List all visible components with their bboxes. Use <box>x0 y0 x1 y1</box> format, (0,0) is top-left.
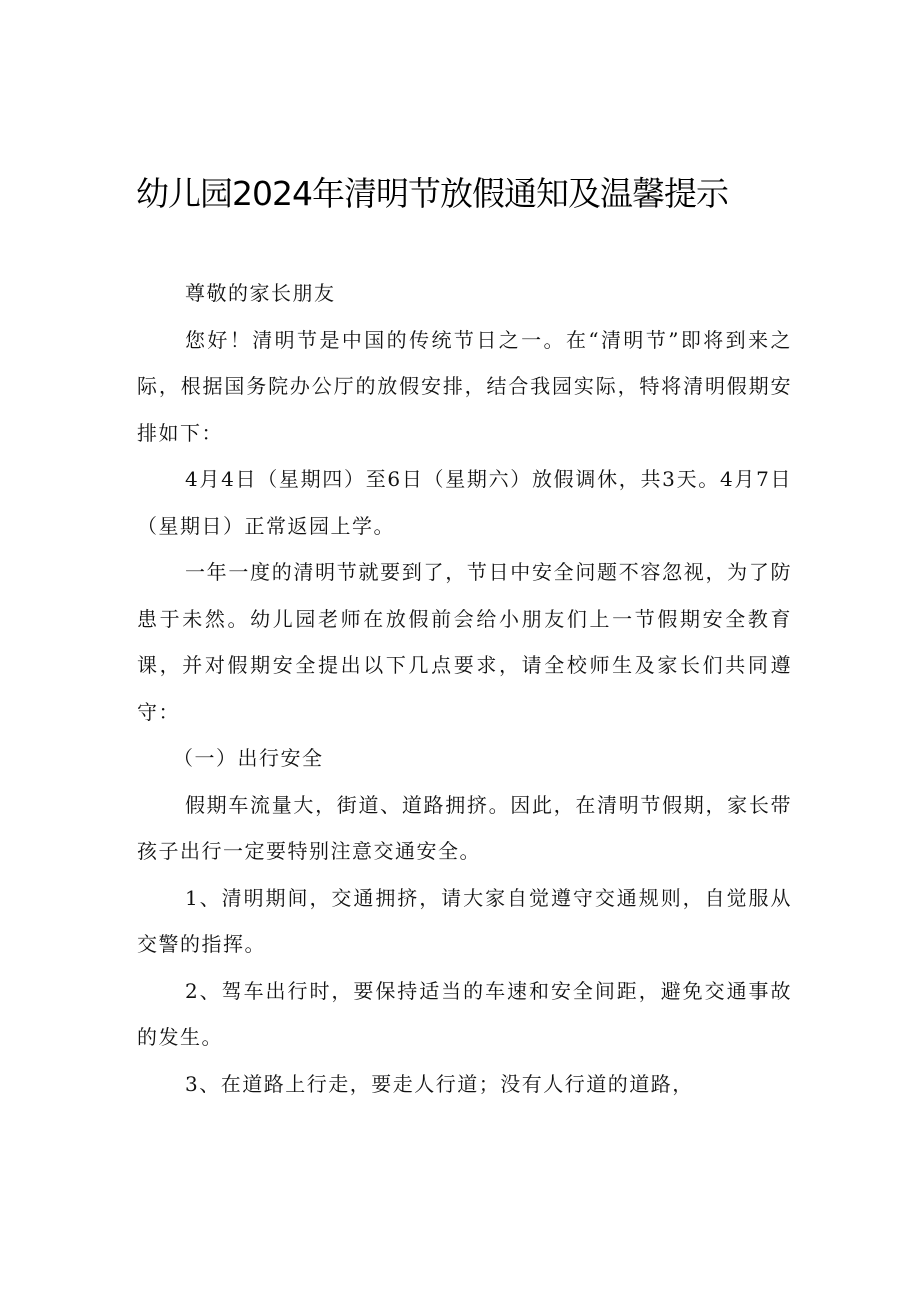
travel-intro-paragraph: 假期车流量大，街道、道路拥挤。因此，在清明节假期，家长带孩子出行一定要特别注意交通安全。 <box>137 792 792 863</box>
intro-paragraph: 您好！清明节是中国的传统节日之一。在“清明节”即将到来之际，根据国务院办公厅的放假安排，结合我园实际，特将清明假期安排如下： <box>137 327 792 445</box>
schedule-paragraph: 4月4日（星期四）至6日（星期六）放假调休，共3天。4月7日（星期日）正常返园上学。 <box>137 467 792 538</box>
document-title: 幼儿园2024年清明节放假通知及温馨提示 <box>136 174 728 213</box>
list-item-1: 1、清明期间，交通拥挤，请大家自觉遵守交通规则，自觉服从交警的指挥。 <box>137 885 792 956</box>
salutation-paragraph: 尊敬的家长朋友 <box>185 281 336 305</box>
document-body <box>137 270 792 1107</box>
list-item-3: 3、在道路上行走，要走人行道；没有人行道的道路， <box>185 1071 694 1096</box>
list-item-2: 2、驾车出行时，要保持适当的车速和安全间距，避免交通事故的发生。 <box>137 978 792 1049</box>
section-heading-travel: （一）出行安全 <box>173 746 324 770</box>
safety-intro-paragraph: 一年一度的清明节就要到了，节日中安全问题不容忽视，为了防患于未然。幼儿园老师在放假前会给小朋友们上一节假期安全教育课，并对假期安全提出以下几点要求，请全校师生及家长们共同遵守： <box>137 560 792 724</box>
